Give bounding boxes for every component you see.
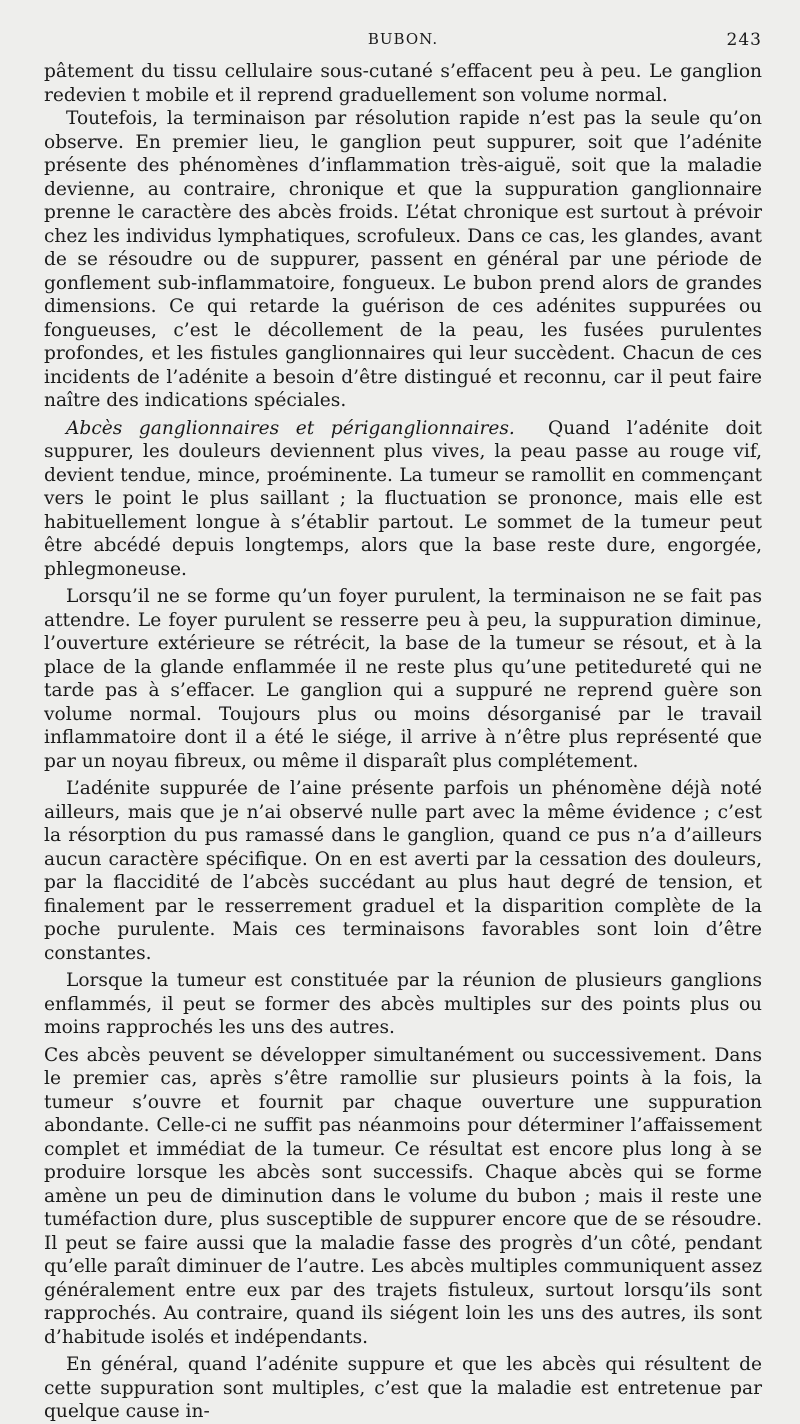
- section-heading: Abcès ganglionnaires et périganglionnaires.: [66, 417, 515, 439]
- paragraph: [44, 417, 762, 582]
- paragraph-text: Quand l’adénite doit suppurer, les douleurs deviennent plus vives, la peau passe au rouge vif, devient tendue, mince, proéminente. La tumeur se ramollit en commençant vers le point le plus saillant ; la fluctuation se prononce, mais elle est habituellement longue à s’établir partout. Le sommet de la tumeur peut être abcédé depuis longtemps, alors que la base reste dure, engorgée, phlegmoneuse.: [44, 417, 763, 580]
- paragraph: Toutefois, la terminaison par résolution rapide n’est pas la seule qu’on observe. En premier lieu, le ganglion peut suppurer, soit que l’adénite présente des phénomènes d’inflammation très-aiguë, soit que la maladie devienne, au contraire, chronique et que la suppuration ganglionnaire prenne le caractère des abcès froids. L’état chronique est surtout à prévoir chez les individus lymphatiques, scrofuleux. Dans ce cas, les glandes, avant de se résoudre ou de suppurer, passent en général par une période de gonflement sub-inflammatoire, fongueux. Le bubon prend alors de grandes dimensions. Ce qui retarde la guérison de ces adénites suppurées ou fongueuses, c’est le décollement de la peau, les fusées purulentes profondes, et les fistules ganglionnaires qui leur succèdent. Chacun de ces incidents de l’adénite a besoin d’être distingué et reconnu, car il peut faire naître des indications spéciales.: [44, 108, 762, 411]
- paragraph: L’adénite suppurée de l’aine présente parfois un phénomène déjà noté ailleurs, mais que je n’ai observé nulle part avec la même évidence ; c’est la résorption du pus ramassé dans le ganglion, quand ce pus n’a d’ailleurs aucun caractère spécifique. On en est averti par la cessation des douleurs, par la flaccidité de l’abcès succédant au plus haut degré de tension, et finalement par le resserrement graduel et la disparition complète de la poche purulente. Mais ces terminaisons favorables sont loin d’être constantes.: [44, 778, 762, 964]
- paragraph: pâtement du tissu cellulaire sous-cutané s’effacent peu à peu. Le ganglion redevien t mobile et il reprend graduellement son volume normal.: [44, 61, 762, 106]
- paragraph: Lorsque la tumeur est constituée par la réunion de plusieurs ganglions enflammés, il peut se former des abcès multiples sur des points plus ou moins rapprochés les uns des autres.: [44, 970, 762, 1038]
- page-number: 243: [726, 30, 762, 50]
- running-title: BUBON.: [367, 30, 439, 48]
- paragraph: Ces abcès peuvent se développer simultanément ou successivement. Dans le premier cas, après s’être ramollie sur plusieurs points à la fois, la tumeur s’ouvre et fournit par chaque ouverture une suppuration abondante. Celle-ci ne suffit pas néanmoins pour déterminer l’affaissement complet et immédiat de la tumeur. Ce résultat est encore plus long à se produire lorsque les abcès sont successifs. Chaque abcès qui se forme amène un peu de diminution dans le volume du bubon ; mais il reste une tuméfaction dure, plus susceptible de suppurer encore que de se résoudre. Il peut se faire aussi que la maladie fasse des progrès d’un côté, pendant qu’elle paraît diminuer de l’autre. Les abcès multiples communiquent assez généralement entre eux par des trajets fistuleux, surtout lorsqu’ils sont rapprochés. Au contraire, quand ils siégent loin les uns des autres, ils sont d’habitude isolés et indépendants.: [44, 1044, 762, 1348]
- paragraph: Lorsqu’il ne se forme qu’un foyer purulent, la terminaison ne se fait pas attendre. Le foyer purulent se resserre peu à peu, la suppuration diminue, l’ouverture extérieure se rétrécit, la base de la tumeur se résout, et à la place de la glande enflammée il ne reste plus qu’une petitedureté qui ne tarde pas à s’effacer. Le ganglion qui a suppuré ne reprend guère son volume normal. Toujours plus ou moins désorganisé par le travail inflammatoire dont il a été le siége, il arrive à n’être plus représenté que par un noyau fibreux, ou même il disparaît plus complétement.: [44, 586, 762, 772]
- body-text: [44, 60, 762, 1424]
- paragraph: En général, quand l’adénite suppure et que les abcès qui résultent de cette suppuration sont multiples, c’est que la maladie est entretenue par quelque cause in-: [44, 1354, 762, 1422]
- running-head: [44, 30, 762, 60]
